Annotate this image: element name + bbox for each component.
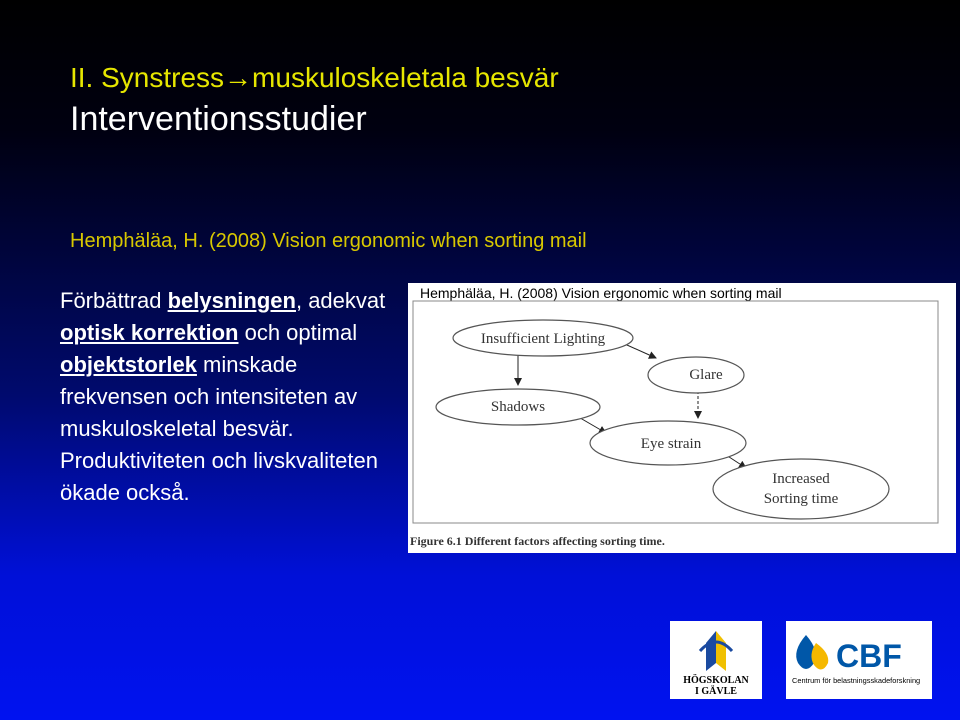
body-text-3: och optimal xyxy=(238,320,358,345)
keyword-lighting: belysningen xyxy=(167,288,296,313)
body-text-1: Förbättrad xyxy=(60,288,168,313)
label-sorting-time: Sorting time xyxy=(763,491,839,507)
cbf-logo xyxy=(786,621,932,699)
body-paragraph xyxy=(60,285,390,509)
cbf-emblem xyxy=(786,621,932,699)
label-insufficient-lighting: Insufficient Lighting xyxy=(480,331,606,347)
label-increased: Increased xyxy=(772,471,830,487)
hig-emblem xyxy=(670,621,762,699)
figure-caption: Hemphäläa, H. (2008) Vision ergonomic when sorting mail xyxy=(420,285,782,301)
reference-citation: Hemphäläa, H. (2008) Vision ergonomic when sorting mail xyxy=(70,230,587,252)
hig-name-line1: HÖGSKOLAN xyxy=(683,675,749,686)
keyword-object-size: objektstorlek xyxy=(60,352,197,377)
figure-panel xyxy=(408,283,956,553)
factors-diagram xyxy=(408,283,956,553)
cbf-subtitle: Centrum för belastningsskadeforskning xyxy=(792,676,921,685)
cbf-wordmark: CBF xyxy=(836,638,902,674)
label-eye-strain: Eye strain xyxy=(640,436,702,452)
keyword-optical-correction: optisk korrektion xyxy=(60,320,239,345)
figure-label: Figure 6.1 Different factors affecting sorting time. xyxy=(410,534,665,548)
hogskolan-gavle-logo xyxy=(670,621,762,699)
slide-subtitle: Interventionsstudier xyxy=(70,100,367,138)
title-prefix: II. Synstress xyxy=(70,62,225,93)
label-glare: Glare xyxy=(689,367,723,383)
body-text-4: minskade frekvensen och intensiteten av muskuloskeletal besvär. Produktiviteten och livskvaliteten ökade också. xyxy=(60,352,378,505)
slide-title xyxy=(70,62,559,94)
body-text-2: , adekvat xyxy=(295,288,386,313)
title-suffix: muskuloskeletala besvär xyxy=(252,62,559,93)
node-increased-sorting-time xyxy=(713,459,889,519)
right-arrow-icon: → xyxy=(224,62,253,93)
hig-name-line2: I GÄVLE xyxy=(695,686,737,697)
label-shadows: Shadows xyxy=(490,399,546,415)
